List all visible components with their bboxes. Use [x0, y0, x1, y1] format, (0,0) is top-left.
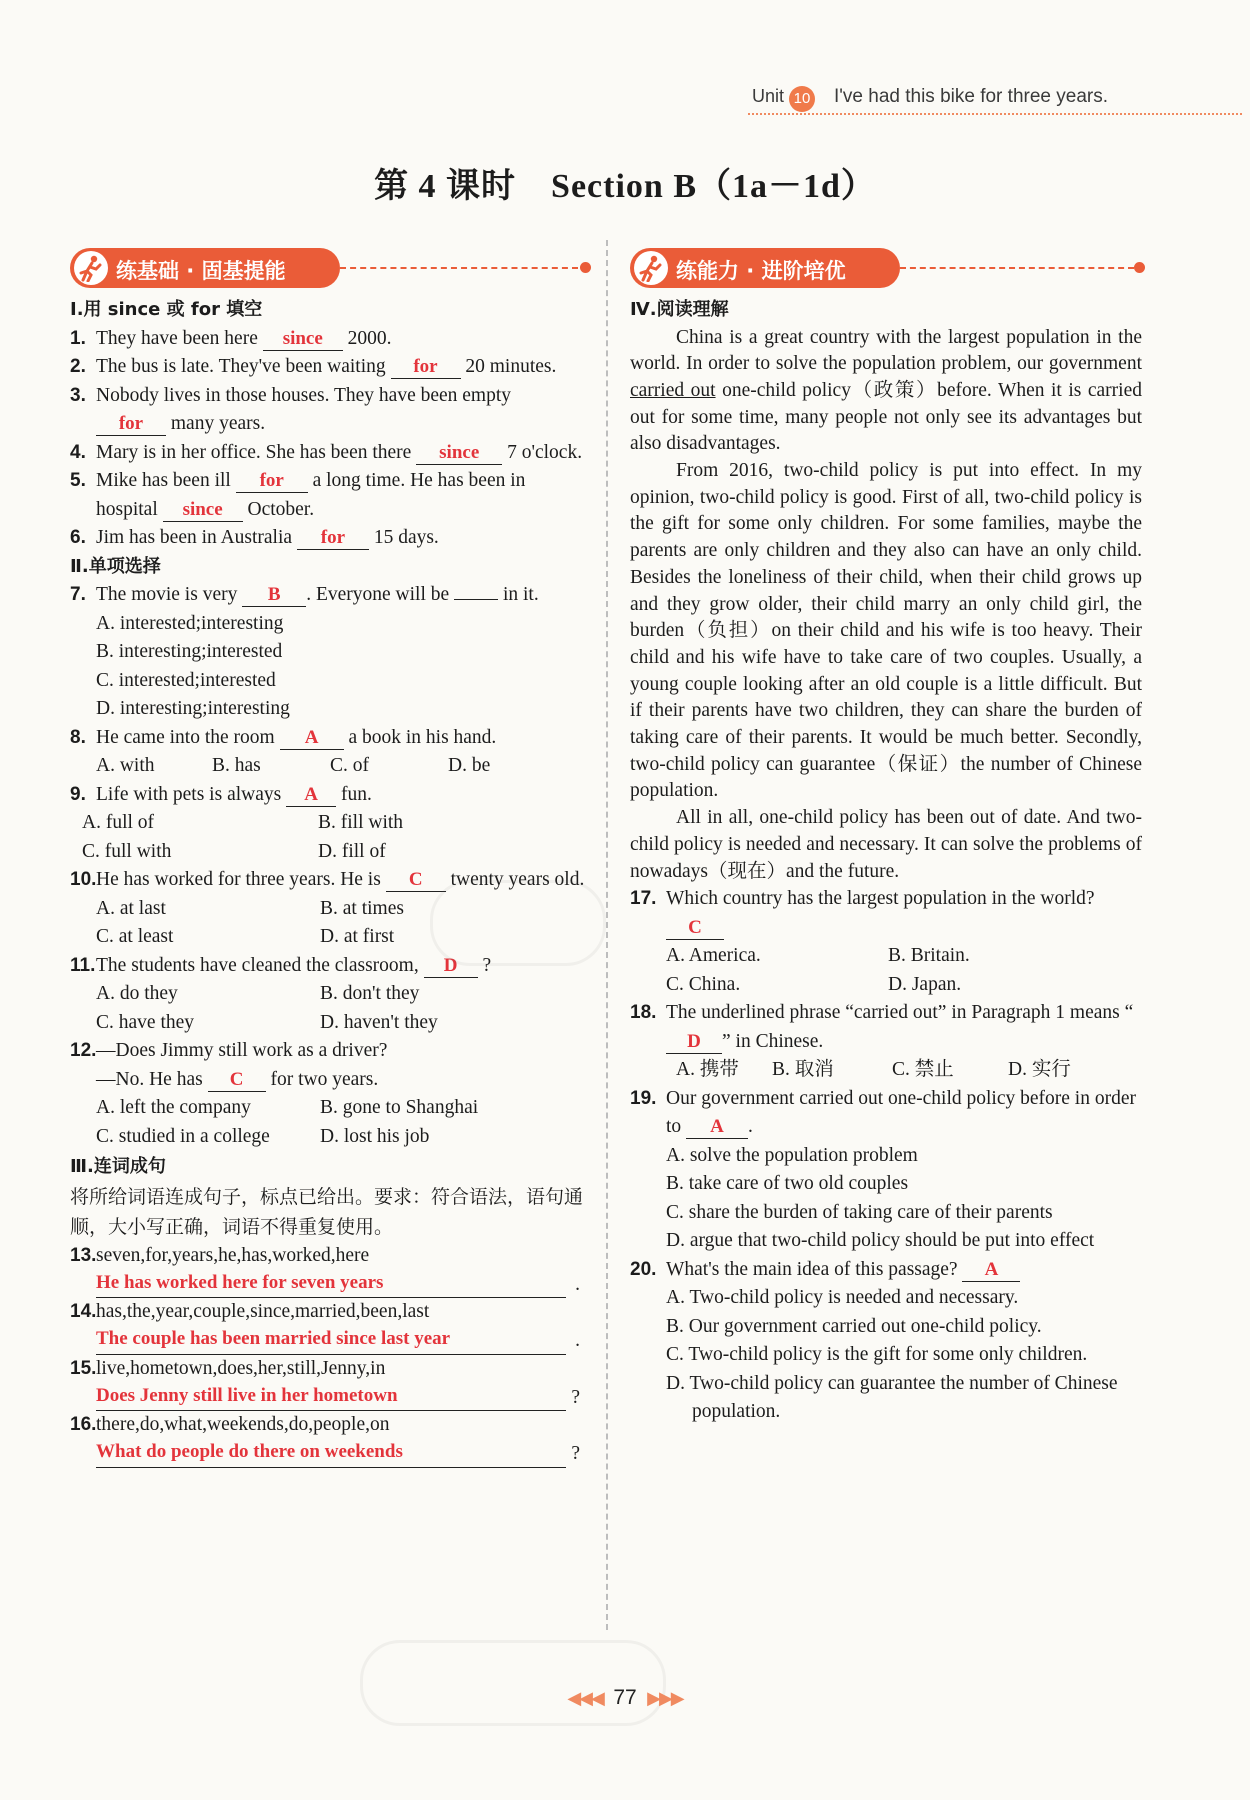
options-row: [70, 1123, 585, 1152]
option[interactable]: D. 实行: [1008, 1059, 1071, 1081]
option[interactable]: D. lost his job: [320, 1125, 430, 1147]
option[interactable]: A. left the company: [96, 1097, 251, 1118]
option[interactable]: A. with: [96, 755, 155, 776]
answer-blank[interactable]: since: [416, 442, 502, 465]
right-banner-text: 练能力 · 进阶培优: [676, 259, 846, 283]
option[interactable]: D. interesting;interesting: [96, 698, 290, 719]
part3-title: Ⅲ.连词成句: [70, 1156, 166, 1177]
options-row: [70, 1094, 585, 1123]
answer-blank[interactable]: C: [208, 1069, 266, 1092]
question-12: 12. —Does Jimmy still work as a driver?: [70, 1040, 388, 1061]
runner-icon: [74, 251, 108, 285]
option[interactable]: A. at last: [96, 897, 166, 919]
option[interactable]: B. gone to Shanghai: [320, 1097, 479, 1118]
question-14: 14. has,the,year,couple,since,married,been,last: [70, 1301, 430, 1322]
question-8: 8. He came into the room A a book in his hand.: [70, 726, 497, 748]
passage-paragraph-2: From 2016, two-child policy is put into effect. In my opinion, two-child policy is good. First of all, two-child policy is the gift for some only children. For some families, maybe the parents are only children and they also can have an only child. Besides the loneliness of their child, when their child grows up and they grow older, their child marry an only child girl, the burden（负担）on their child and his wife is too heavy. Their child and his wife have to take care of two couples. Usually, a young couple looking after an old couple is a little difficult. But if their parents have two children, they can share the burden of taking care of their parents. It would be much better. Secondly, two-child policy can guarantee（保证）the number of Chinese population.: [630, 460, 1142, 802]
unit-word: Unit: [752, 86, 785, 106]
options-row: [70, 752, 585, 781]
right-section-banner: [630, 248, 1146, 288]
answer-blank[interactable]: C: [666, 917, 724, 940]
question-4: 4. Mary is in her office. She has been there since 7 o'clock.: [70, 441, 583, 463]
answer-line[interactable]: He has worked here for seven years .: [96, 1270, 566, 1298]
right-column: [630, 296, 1142, 1427]
answer-blank[interactable]: A: [286, 784, 336, 807]
option[interactable]: D. haven't they: [320, 1011, 438, 1033]
answer-blank[interactable]: for: [297, 527, 369, 550]
question-7: 7. The movie is very B . Everyone will be in it.: [70, 584, 539, 605]
option[interactable]: A. 携带: [676, 1059, 739, 1081]
option[interactable]: B. 取消: [772, 1059, 834, 1081]
option[interactable]: D. fill of: [318, 840, 386, 862]
option[interactable]: D. at first: [320, 926, 395, 947]
answer-blank[interactable]: since: [263, 328, 343, 351]
option[interactable]: C. China.: [666, 973, 741, 995]
banner-dashed-line: [340, 267, 578, 269]
options-row: [70, 1009, 585, 1038]
question-16: 16. there,do,what,weekends,do,people,on: [70, 1414, 390, 1435]
option[interactable]: A. America.: [666, 945, 761, 967]
option[interactable]: C. at least: [96, 926, 174, 947]
options-row: [70, 838, 585, 867]
part2-title: Ⅱ.单项选择: [70, 555, 161, 577]
part4-title: Ⅳ.阅读理解: [630, 299, 729, 320]
option[interactable]: A. solve the population problem: [666, 1144, 918, 1166]
question-18: 18. The underlined phrase “carried out” in Paragraph 1 means “D ” in Chinese.: [630, 1002, 1134, 1052]
lesson-title: 第 4 课时 Section B（1a－1d）: [374, 168, 876, 205]
answer-blank[interactable]: A: [962, 1259, 1020, 1282]
question-17: 17. Which country has the largest population in the world? C: [630, 888, 1095, 938]
header-dotted-line: [748, 113, 1242, 115]
answer-line[interactable]: Does Jenny still live in her hometown ?: [96, 1383, 566, 1411]
unit-header: [748, 84, 1250, 112]
question-1: 1. They have been here since 2000.: [70, 327, 392, 349]
watermark-mark: [430, 880, 606, 966]
option[interactable]: C. full with: [82, 840, 172, 862]
option[interactable]: C. have they: [96, 1011, 195, 1033]
option[interactable]: C. share the burden of taking care of their parents: [666, 1201, 1053, 1223]
question-5: 5. Mike has been ill for a long time. He has been in hospital since October.: [70, 470, 526, 520]
banner-end-dot: [580, 262, 591, 273]
answer-blank[interactable]: D: [666, 1031, 722, 1054]
option[interactable]: D. Two-child policy can guarantee the number of Chinese population.: [666, 1372, 1118, 1423]
options-row: [70, 980, 585, 1009]
answer-blank[interactable]: since: [163, 499, 243, 522]
passage-paragraph-3: All in all, one-child policy has been out of date. And two-child policy is needed and necessary. It can solve the problems of nowadays（现在）and the future.: [630, 807, 1142, 882]
unit-title: I've had this bike for three years.: [834, 86, 1108, 107]
left-banner-text: 练基础 · 固基提能: [116, 259, 286, 283]
answer-blank[interactable]: D: [424, 955, 478, 978]
question-3: 3. Nobody lives in those houses. They have been empty for many years.: [70, 384, 512, 434]
page-footer: [0, 1686, 1250, 1710]
question-10: 10. He has worked for three years. He is C twenty years old.: [70, 869, 585, 890]
reading-passage: [630, 325, 1142, 886]
option[interactable]: D. argue that two-child policy should be put into effect: [666, 1230, 1095, 1252]
right-arrows-icon: ▶▶▶: [647, 1688, 683, 1708]
answer-blank[interactable]: A: [280, 727, 344, 750]
option[interactable]: D. be: [448, 755, 491, 776]
option[interactable]: C. interested;interested: [96, 669, 276, 691]
option[interactable]: A. interested;interesting: [96, 612, 284, 634]
question-15: 15. live,hometown,does,her,still,Jenny,in: [70, 1357, 386, 1379]
option[interactable]: B. Our government carried out one-child policy.: [666, 1315, 1042, 1337]
question-9: 9. Life with pets is always A fun.: [70, 783, 372, 805]
option[interactable]: B. don't they: [320, 983, 420, 1004]
options-row: [70, 809, 585, 838]
part3-instruction: 将所给词语连成句子，标点已给出。要求：符合语法，语句通顺，大小写正确，词语不得重复使用。: [70, 1185, 584, 1238]
unit-number-badge: 10: [789, 86, 815, 112]
banner-end-dot: [1134, 262, 1145, 273]
option[interactable]: C. of: [330, 755, 369, 776]
answer-blank[interactable]: for: [96, 413, 166, 436]
option[interactable]: B. take care of two old couples: [666, 1173, 909, 1195]
answer-line[interactable]: The couple has been married since last year .: [96, 1327, 566, 1355]
option[interactable]: A. do they: [96, 983, 178, 1004]
option[interactable]: C. 禁止: [892, 1059, 954, 1081]
answer-line[interactable]: What do people do there on weekends ?: [96, 1440, 566, 1468]
left-section-banner: [70, 248, 590, 288]
left-arrows-icon: ◀◀◀: [567, 1688, 603, 1708]
banner-dashed-line: [900, 267, 1134, 269]
option[interactable]: B. at times: [320, 897, 404, 919]
question-11: 11. The students have cleaned the classroom, D ?: [70, 954, 492, 976]
runner-icon: [634, 251, 668, 285]
option[interactable]: B. fill with: [318, 812, 404, 833]
answer-blank[interactable]: A: [686, 1116, 748, 1139]
question-20: 20. What's the main idea of this passage? A: [630, 1256, 1142, 1285]
page-number: 77: [613, 1686, 637, 1709]
question-13: 13. seven,for,years,he,has,worked,here: [70, 1244, 370, 1266]
option[interactable]: A. full of: [82, 812, 155, 833]
option[interactable]: B. Britain.: [888, 945, 970, 967]
part1-title: Ⅰ.用 since 或 for 填空: [70, 299, 263, 320]
option[interactable]: D. Japan.: [888, 973, 962, 995]
watermark-mark: [360, 1640, 666, 1726]
option[interactable]: C. studied in a college: [96, 1125, 270, 1147]
answer-blank[interactable]: for: [391, 356, 461, 379]
question-12-reply: —No. He has C for two years.: [96, 1068, 379, 1090]
option[interactable]: A. Two-child policy is needed and necessary.: [666, 1287, 1019, 1309]
options-row: [630, 942, 1142, 971]
option[interactable]: B. has: [212, 755, 261, 776]
options-row: [630, 1056, 1142, 1085]
column-divider: [606, 240, 608, 1630]
underlined-phrase: carried out: [630, 379, 716, 401]
answer-blank[interactable]: C: [386, 869, 446, 892]
question-6: 6. Jim has been in Australia for 15 days.: [70, 527, 439, 548]
answer-blank[interactable]: B: [242, 584, 306, 607]
question-19: 19. Our government carried out one-child policy before in order to A .: [630, 1087, 1136, 1138]
empty-blank[interactable]: [454, 599, 498, 600]
option[interactable]: C. Two-child policy is the gift for some only children.: [666, 1344, 1088, 1366]
question-2: 2. The bus is late. They've been waiting for 20 minutes.: [70, 356, 557, 377]
options-row: [630, 971, 1142, 1000]
option[interactable]: B. interesting;interested: [96, 641, 283, 662]
answer-blank[interactable]: for: [236, 470, 308, 493]
passage-paragraph-1: China is a great country with the largest population in the world. In order to solve the population problem, our government carried out one-child policy（政策）before. When it is carried out for some time, many people not only see its advantages but also disadvantages.: [630, 326, 1142, 455]
